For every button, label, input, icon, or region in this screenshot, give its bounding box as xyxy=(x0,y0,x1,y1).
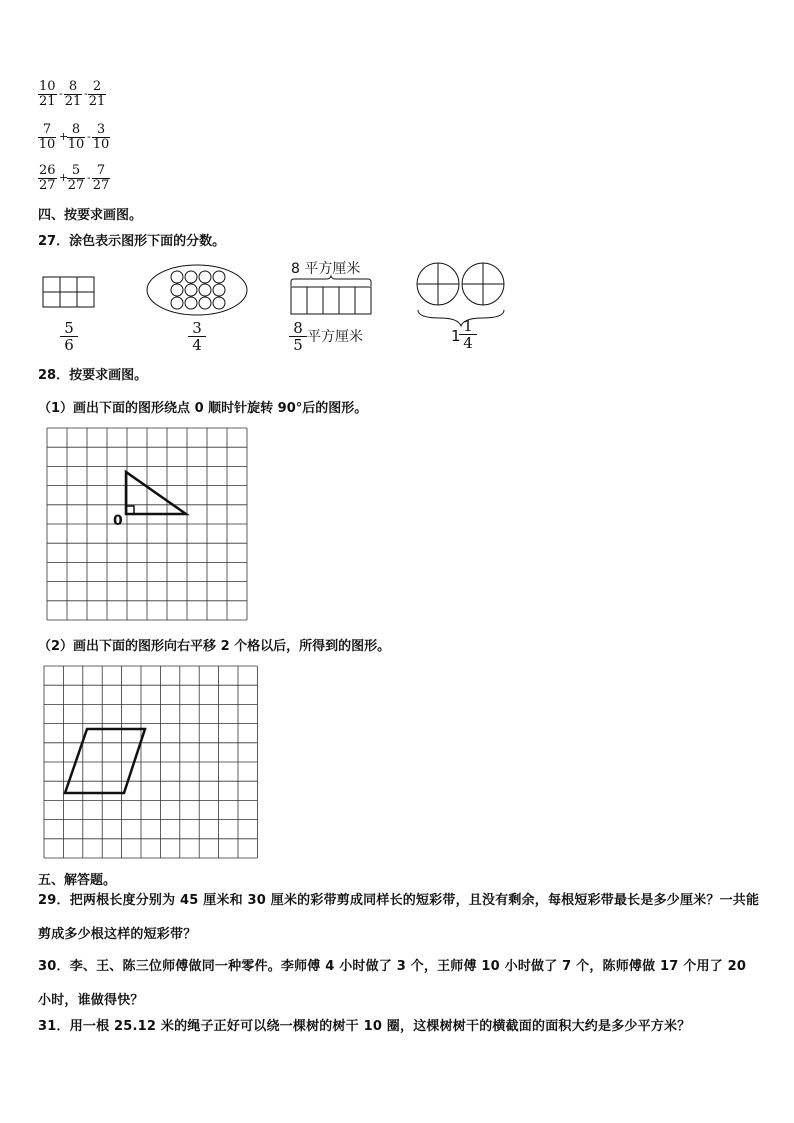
q27-fraction-1: $\frac{5}{6}$ xyxy=(60,320,78,353)
fraction: $\frac{8}{10}$ xyxy=(67,122,85,152)
section-5-title: 五、解答题。 xyxy=(38,873,117,888)
q27-whole-number: 1 xyxy=(451,327,461,345)
q27-fraction-4: $\frac{1}{4}$ xyxy=(459,318,477,351)
operator: - xyxy=(87,171,91,184)
fraction: $\frac{7}{27}$ xyxy=(92,163,110,193)
rotation-point-label: 0 xyxy=(113,513,123,529)
fraction: $\frac{26}{27}$ xyxy=(39,163,56,193)
q27-fraction-2: $\frac{3}{4}$ xyxy=(188,320,206,353)
operator: + xyxy=(59,130,69,143)
fraction: $\frac{8}{21}$ xyxy=(64,79,82,109)
question-27: 27．涂色表示图形下面的分数。 xyxy=(38,234,226,249)
operator: - xyxy=(87,130,91,143)
q27-area-label: 8 平方厘米 xyxy=(291,261,361,277)
q27-fraction-3: $\frac{8}{5}$ xyxy=(289,320,307,353)
question-28-part-2: （2）画出下面的图形向右平移 2 个格以后，所得到的图形。 xyxy=(38,639,391,654)
fraction: $\frac{3}{10}$ xyxy=(92,122,110,152)
fraction: $\frac{2}{21}$ xyxy=(88,79,106,109)
question-28-part-1: （1）画出下面的图形绕点 0 顺时针旋转 90°后的图形。 xyxy=(38,401,368,416)
operator: - xyxy=(84,87,88,100)
operator: + xyxy=(59,171,69,184)
question-31: 31．用一根 25.12 米的绳子正好可以绕一棵树的树干 10 圈，这棵树树干的横截面的面积大约是多少平方米？ xyxy=(38,1019,691,1034)
section-4-title: 四、按要求画图。 xyxy=(38,208,143,223)
question-29: 29．把两根长度分别为 45 厘米和 30 厘米的彩带剪成同样长的短彩带，且没有剩余，每根短彩带最长是多少厘米？一共能剪成多少根这样的短彩带？ xyxy=(38,893,760,942)
fraction: $\frac{7}{10}$ xyxy=(38,122,56,152)
fraction: $\frac{5}{27}$ xyxy=(67,163,85,193)
fraction: $\frac{10}{21}$ xyxy=(39,79,56,109)
question-30: 30．李、王、陈三位师傅做同一种零件。李师傅 4 小时做了 3 个，王师傅 10 小时做了 7 个，陈师傅做 17 个用了 20 小时，谁做得快？ xyxy=(38,959,747,1008)
q27-unit-label: 平方厘米 xyxy=(307,329,363,345)
operator: - xyxy=(59,87,63,100)
parallelogram-shape xyxy=(65,729,145,793)
question-28: 28．按要求画图。 xyxy=(38,368,148,383)
